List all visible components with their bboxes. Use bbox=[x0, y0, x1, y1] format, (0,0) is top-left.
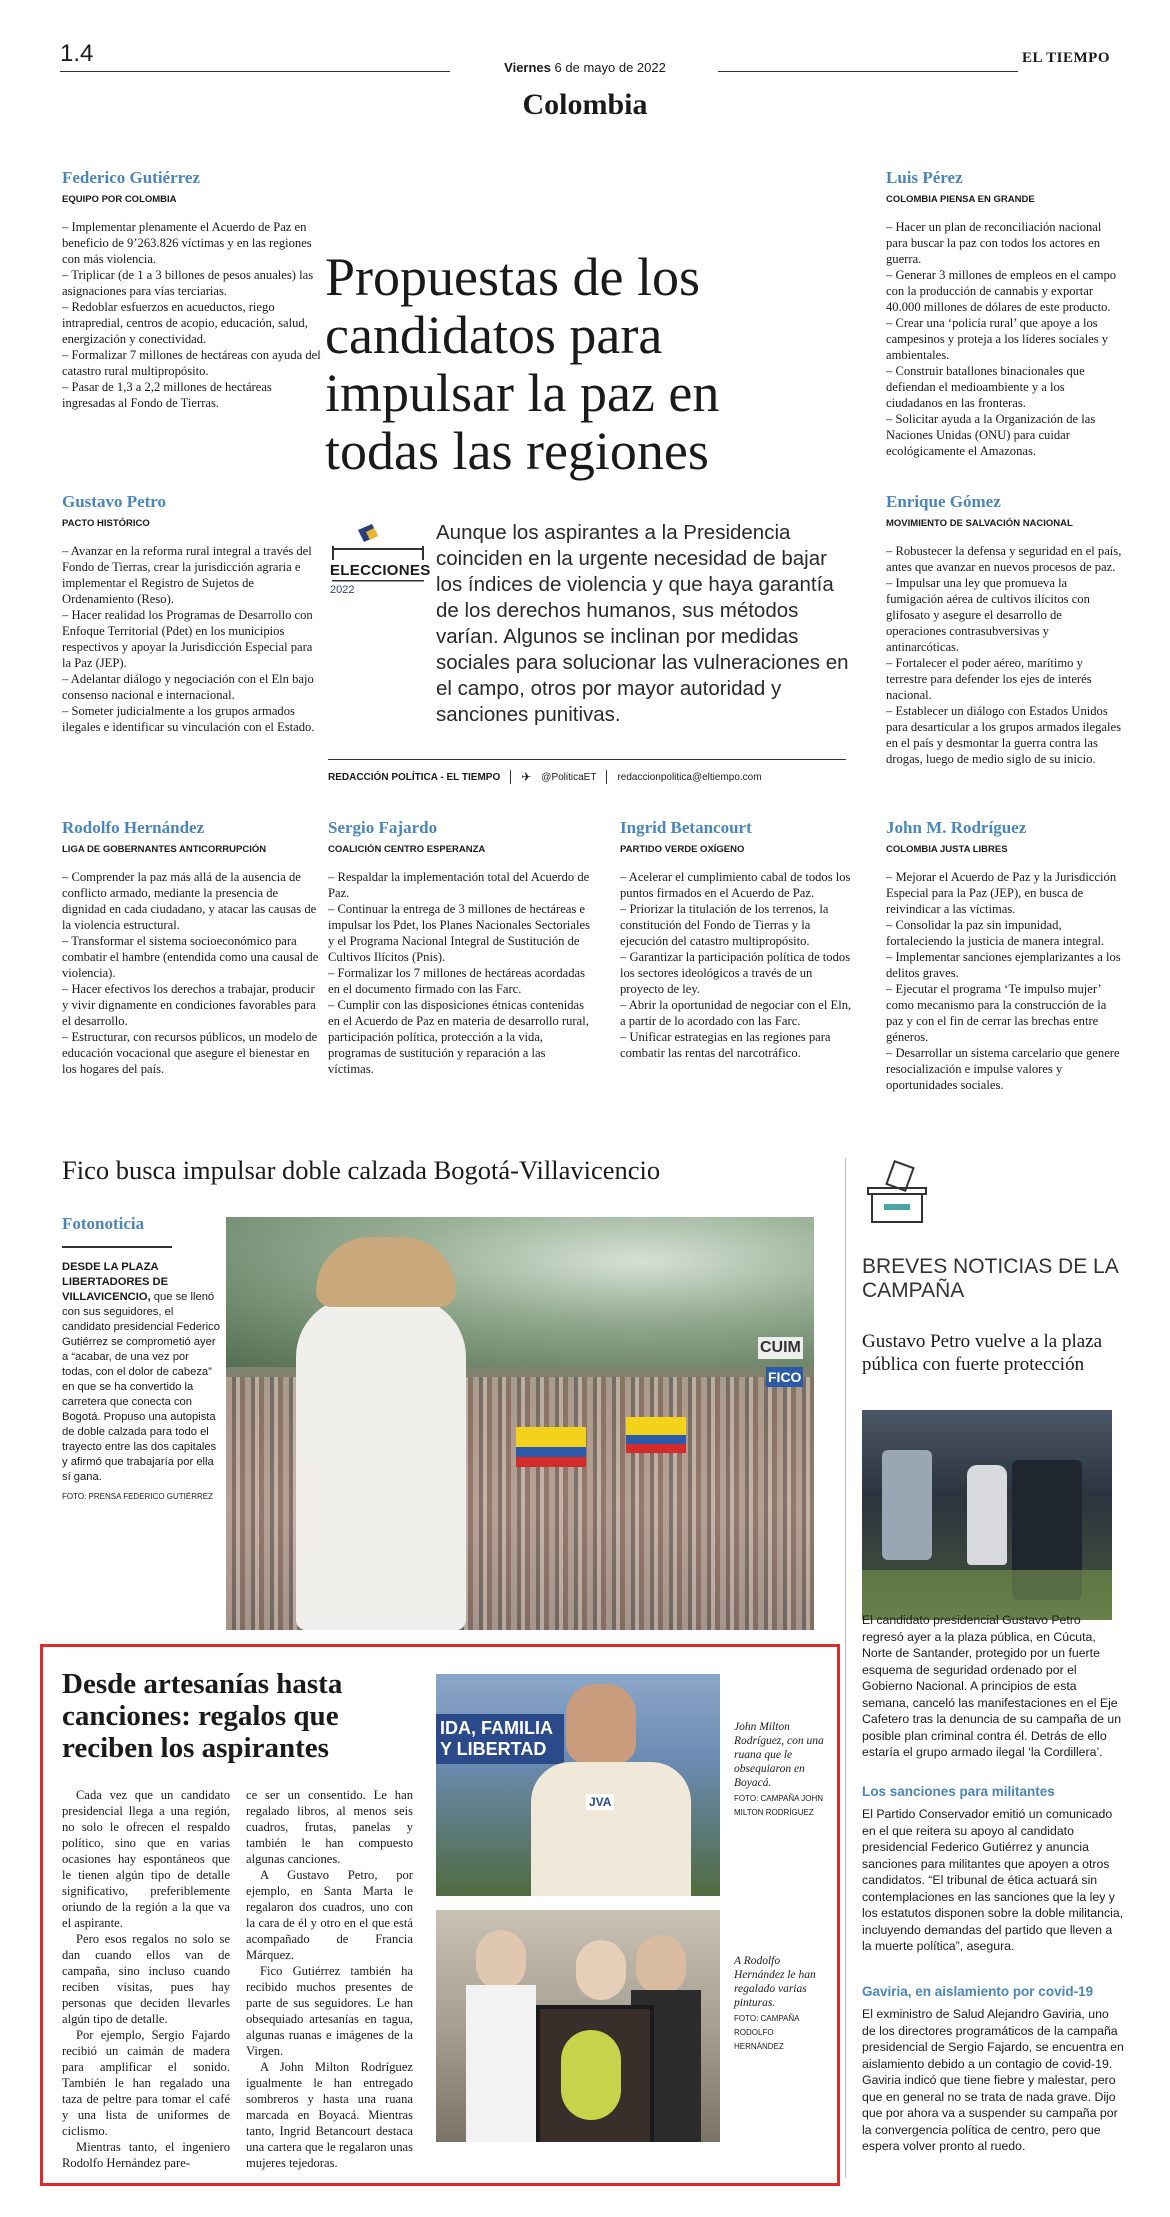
paragraph: Fico Gutiérrez también ha recibido muchos presentes de parte de sus seguidores. Le han obsequiado artesanías en tagua, algunas ruanas e imágenes de la Virgen. bbox=[246, 1964, 413, 2058]
caption-credit: FOTO: CAMPAÑA JOHN MILTON RODRÍGUEZ bbox=[734, 1794, 824, 1817]
header-rule-left bbox=[60, 71, 450, 72]
proposal: – Respaldar la implementación total del Acuerdo de Paz. bbox=[328, 870, 590, 900]
twitter-handle[interactable]: @PoliticaET bbox=[541, 771, 597, 783]
photo-credit: FOTO: PRENSA FEDERICO GUTIÉRREZ bbox=[62, 1492, 213, 1501]
candidate-name: John M. Rodríguez bbox=[886, 818, 1027, 837]
paragraph: A John Milton Rodríguez igualmente le han entregado sombreros y hasta una ruana marcada en Boyacá. Mientras tanto, Ingrid Betancourt destaca una cartera que le regalaron unas mujeres tejedoras. bbox=[246, 2060, 413, 2170]
candidate-proposals bbox=[62, 543, 324, 735]
proposal: – Ejecutar el programa ‘Te impulso mujer’ como mecanismo para la construcción de la paz y con el fin de cerrar las brechas entre géneros. bbox=[886, 982, 1107, 1044]
candidate-proposals bbox=[886, 543, 1122, 767]
ballot-box-icon bbox=[862, 1158, 932, 1228]
publication-date bbox=[450, 60, 720, 75]
proposal: – Implementar sanciones ejemplarizantes a los delitos graves. bbox=[886, 950, 1121, 980]
proposal: – Hacer efectivos los derechos a trabajar, producir y vivir dignamente en condiciones favorables para el desarrollo. bbox=[62, 982, 316, 1028]
paragraph: Mientras tanto, el ingeniero Rodolfo Hernández pare- bbox=[62, 2140, 230, 2170]
caption-credit: FOTO: CAMPAÑA RODOLFO HERNÁNDEZ bbox=[734, 2014, 800, 2051]
proposal: – Garantizar la participación política de todos los sectores ideológicos a través de un proyecto de ley. bbox=[620, 950, 851, 996]
column-divider bbox=[845, 1158, 846, 2178]
candidate-party: COALICIÓN CENTRO ESPERANZA bbox=[328, 844, 486, 855]
candidate-block-gutierrez bbox=[62, 168, 324, 411]
paragraph: Por ejemplo, Sergio Fajardo recibió un caimán de madera para amplificar el sonido. También le han regalado una taza de peltre para tomar el café y una lista de uniformes de ciclismo. bbox=[62, 2028, 230, 2138]
proposal: – Redoblar esfuerzos en acueductos, riego intrapredial, centros de acopio, educación, salud, energización y conectividad. bbox=[62, 300, 308, 346]
regalos-headline: Desde artesanías hasta canciones: regalos que reciben los aspirantes bbox=[62, 1668, 343, 1764]
elections-logo bbox=[328, 522, 431, 602]
candidate-name: Luis Pérez bbox=[886, 168, 963, 187]
proposal: – Comprender la paz más allá de la ausencia de conflicto armado, mediante la presencia de dignidad en cada ciudadano, y atacar las causas de la violencia estructural. bbox=[62, 870, 317, 932]
caption-text: John Milton Rodríguez, con una ruana que le obsequiaron en Boyacá. bbox=[734, 1721, 824, 1789]
byline-separator bbox=[606, 770, 607, 784]
proposal: – Solicitar ayuda a la Organización de las Naciones Unidas (ONU) para cuidar ecológicamente el Amazonas. bbox=[886, 412, 1096, 458]
label-rule bbox=[62, 1246, 172, 1248]
fotonoticia-text bbox=[62, 1260, 222, 1504]
fico-rally-photo bbox=[226, 1217, 814, 1630]
candidate-name: Sergio Fajardo bbox=[328, 818, 438, 837]
proposal: – Robustecer la defensa y seguridad en el país, antes que avanzar en nuevos procesos de paz. bbox=[886, 544, 1122, 574]
breves-title: BREVES NOTICIAS DE LA CAMPAÑA bbox=[862, 1255, 1118, 1302]
gaviria-text: El exministro de Salud Alejandro Gaviria, uno de los directores programáticos de la campaña presidencial de Sergio Fajardo, se encuentra en aislamiento debido a un contagio de covid-19. Gaviria indicó que tiene fiebre y malestar, pero que en general no se trata de nada grave. Dijo que por ahora va a suspender su campaña por la convergencia política de centro, pero que espera volver pronto al ruedo. bbox=[862, 2007, 1124, 2153]
candidate-party: PARTIDO VERDE OXÍGENO bbox=[620, 844, 745, 855]
proposal: – Someter judicialmente a los grupos armados ilegales e identificar su vinculación con el Estado. bbox=[62, 704, 315, 734]
proposal: – Hacer un plan de reconciliación nacional para buscar la paz con todos los actores en guerra. bbox=[886, 220, 1102, 266]
gaviria-heading: Gaviria, en aislamiento por covid-19 bbox=[862, 1984, 1094, 1999]
main-headline: Propuestas de los candidatos para impulsar la paz en todas las regiones bbox=[325, 247, 720, 481]
date-day: Viernes bbox=[504, 60, 551, 75]
byline bbox=[328, 759, 846, 790]
candidate-proposals bbox=[620, 869, 852, 1061]
paragraph: A Gustavo Petro, por ejemplo, en Santa Marta le regalaron dos cuadros, uno con la cara de él y otro en el que está acompañado de Francia Márquez. bbox=[246, 1868, 413, 1962]
caption-text: A Rodolfo Hernández le han regalado varias pinturas. bbox=[734, 1955, 816, 2009]
photo-sign: FICO bbox=[768, 1369, 802, 1385]
regalos-column-1 bbox=[62, 1787, 230, 2171]
candidate-block-gomez bbox=[886, 492, 1122, 767]
proposal: – Priorizar la titulación de los terrenos, la constitución del Fondo de Tierras y la ejecución del catastro multipropósito. bbox=[620, 902, 829, 948]
section-title: Colombia bbox=[522, 88, 648, 121]
logo-year: 2022 bbox=[330, 584, 355, 596]
proposal: – Mejorar el Acuerdo de Paz y la Jurisdicción Especial para la Paz (JEP), en busca de reivindicar a las víctimas. bbox=[886, 870, 1117, 916]
candidate-party: MOVIMIENTO DE SALVACIÓN NACIONAL bbox=[886, 518, 1073, 529]
candidate-party: PACTO HISTÓRICO bbox=[62, 518, 150, 529]
proposal: – Abrir la oportunidad de negociar con el Eln, a partir de lo acordado con las Farc. bbox=[620, 998, 852, 1028]
header-rule-right bbox=[718, 71, 1018, 72]
main-deck: Aunque los aspirantes a la Presidencia coinciden en la urgente necesidad de bajar los índices de violencia y que haya garantía de los derechos humanos, sus métodos varían. Algunos se inclinan por medidas sociales para solucionar las vulneraciones en el campo, otros por mayor autoridad y sanciones punitivas. bbox=[436, 521, 849, 726]
caption-hernandez bbox=[734, 1954, 824, 2054]
candidate-proposals bbox=[62, 869, 324, 1077]
proposal: – Desarrollar un sistema carcelario que genere resocialización e impulse valores y oportunidades sociales. bbox=[886, 1046, 1120, 1092]
proposal: – Transformar el sistema socioeconómico para combatir el hambre (entendida como una causal de violencia). bbox=[62, 934, 319, 980]
candidate-party: LIGA DE GOBERNANTES ANTICORRUPCIÓN bbox=[62, 844, 267, 855]
candidate-block-petro bbox=[62, 492, 324, 735]
regalos-column-2 bbox=[246, 1787, 413, 2171]
candidate-party: EQUIPO POR COLOMBIA bbox=[62, 194, 177, 205]
proposal: – Cumplir con las disposiciones étnicas contenidas en el Acuerdo de Paz en materia de desarrollo rural, participación política, protección a la vida, programas de sustitución y reparación a las víctimas. bbox=[328, 998, 589, 1076]
photo-badge: JVA bbox=[586, 1794, 614, 1810]
candidate-party: COLOMBIA PIENSA EN GRANDE bbox=[886, 194, 1035, 205]
fotonoticia-lead: DESDE LA PLAZA LIBERTADORES DE VILLAVICENCIO, bbox=[62, 1261, 169, 1303]
byline-separator bbox=[510, 770, 511, 784]
proposal: – Adelantar diálogo y negociación con el Eln bajo consenso nacional e internacional. bbox=[62, 672, 314, 702]
candidate-name: Rodolfo Hernández bbox=[62, 818, 205, 837]
proposal: – Unificar estrategias en las regiones para combatir las rentas del narcotráfico. bbox=[620, 1030, 831, 1060]
proposal: – Pasar de 1,3 a 2,2 millones de hectáreas ingresadas al Fondo de Tierras. bbox=[62, 380, 272, 410]
fico-headline: Fico busca impulsar doble calzada Bogotá-Villavicencio bbox=[62, 1155, 661, 1185]
candidate-proposals bbox=[886, 869, 1122, 1093]
proposal: – Implementar plenamente el Acuerdo de Paz en beneficio de 9’263.826 víctimas y en las regiones con más violencia. bbox=[62, 220, 312, 266]
paragraph: Pero esos regalos no solo se dan cuando ellos van de campaña, sino incluso cuando reciben visitas, pues hay personas que deciden llevarles algún tipo de detalle. bbox=[62, 1932, 230, 2026]
proposal: – Continuar la entrega de 3 millones de hectáreas e impulsar los Pdet, los Planes Nacionales Sectoriales y el Programa Nacional Integral de Sustitución de Cultivos Ilícitos (Pnis). bbox=[328, 902, 590, 964]
candidate-name: Federico Gutiérrez bbox=[62, 168, 200, 187]
proposal: – Triplicar (de 1 a 3 billones de pesos anuales) las asignaciones para vías terciarias. bbox=[62, 268, 314, 298]
proposal: – Construir batallones binacionales que defiendan el medioambiente y a los ciudadanos en las fronteras. bbox=[886, 364, 1085, 410]
date-rest: 6 de mayo de 2022 bbox=[554, 60, 666, 75]
candidate-name: Enrique Gómez bbox=[886, 492, 1001, 511]
paragraph: Cada vez que un candidato presidencial llega a una región, no solo le ofrecen el respaldo político, sino que en varias ocasiones hay espontáneos que le tienen algún tipo de detalle significativo, preferiblemente oriundo de la región a la que va el aspirante. bbox=[62, 1788, 230, 1930]
newspaper-name: EL TIEMPO bbox=[1022, 50, 1110, 66]
proposal: – Fortalecer el poder aéreo, marítimo y terrestre para defender los ejes de interés nacional. bbox=[886, 656, 1092, 702]
candidate-party: COLOMBIA JUSTA LIBRES bbox=[886, 844, 1008, 855]
candidate-block-betancourt bbox=[620, 818, 852, 1061]
fotonoticia-label: Fotonoticia bbox=[62, 1214, 145, 1233]
candidate-block-perez bbox=[886, 168, 1122, 459]
paragraph: ce ser un consentido. Le han regalado libros, al menos seis cuadros, frutas, panelas y también le han compuesto algunas canciones. bbox=[246, 1788, 413, 1866]
proposal: – Acelerar el cumplimiento cabal de todos los puntos firmados en el Acuerdo de Paz. bbox=[620, 870, 851, 900]
candidate-proposals bbox=[62, 219, 324, 411]
photo-banner: IDA, FAMILIA Y LIBERTAD bbox=[436, 1714, 564, 1764]
page-number: 1.4 bbox=[60, 40, 94, 67]
proposal: – Estructurar, con recursos públicos, un modelo de educación vocacional que asegure el bienestar en los hogares del país. bbox=[62, 1030, 318, 1076]
proposal: – Crear una ‘policía rural’ que apoye a los campesinos y proteja a los líderes sociales y ambientales. bbox=[886, 316, 1109, 362]
fotonoticia-body: que se llenó con sus seguidores, el candidato presidencial Federico Gutiérrez se comprometió ayer a “acabar, de una vez por todas, con el dolor de cabeza” en que se ha convertido la carretera que conecta con Bogotá. Propuso una autopista de doble calzada para todo el trayecto entre las dos capitales y afirmó que trabajaría por ella sí gana. bbox=[62, 1291, 220, 1483]
byline-author: REDACCIÓN POLÍTICA - EL TIEMPO bbox=[328, 771, 501, 783]
candidate-name: Gustavo Petro bbox=[62, 492, 167, 511]
proposal: – Generar 3 millones de empleos en el campo con la producción de cannabis y exportar 40.000 millones de dólares de este producto. bbox=[886, 268, 1117, 314]
proposal: – Avanzar en la reforma rural integral a través del Fondo de Tierras, crear la jurisdicción agraria e implementar el Registro de Sujetos de Ordenamiento (Reso). bbox=[62, 544, 312, 606]
caption-rodriguez bbox=[734, 1720, 824, 1820]
candidate-block-fajardo bbox=[328, 818, 590, 1077]
candidate-proposals bbox=[328, 869, 590, 1077]
petro-text: El candidato presidencial Gustavo Petro regresó ayer a la plaza pública, en Cúcuta, Norte de Santander, protegido por un fuerte esquema de seguridad ordenado por el Gobierno Nacional. A principios de esta semana, canceló las manifestaciones en el Eje Cafetero tras la denuncia de su campaña de un posible plan criminal contra él. Detrás de ello estaría el grupo armado ilegal ‘la Cordillera’. bbox=[862, 1613, 1122, 1759]
candidate-proposals bbox=[886, 219, 1122, 459]
proposal: – Establecer un diálogo con Estados Unidos para desarticular a los grupos armados ilegales en el país y desmontar la guerra contra las drogas, luego de medio siglo de su inicio. bbox=[886, 704, 1121, 766]
email-link[interactable]: redaccionpolitica@eltiempo.com bbox=[617, 771, 762, 783]
candidate-block-hernandez bbox=[62, 818, 324, 1077]
proposal: – Formalizar 7 millones de hectáreas con ayuda del catastro rural multipropósito. bbox=[62, 348, 321, 378]
sanciones-text: El Partido Conservador emitió un comunicado en el que reitera su apoyo al candidato presidencial Federico Gutiérrez y anuncia sanciones para militantes que apoyen a otros candidatos. “El tribunal de ética actuará sin contemplaciones en las sanciones que la ley y los estatutos disponen sobre la doble militancia, incluyendo demandas del partido que lleven a la muerte política”, asegura. bbox=[862, 1807, 1124, 1953]
candidate-name: Ingrid Betancourt bbox=[620, 818, 752, 837]
twitter-icon: ✈ bbox=[521, 770, 532, 784]
petro-photo bbox=[862, 1410, 1112, 1620]
rodriguez-photo bbox=[436, 1674, 720, 1896]
petro-headline: Gustavo Petro vuelve a la plaza pública con fuerte protección bbox=[862, 1331, 1103, 1375]
proposal: – Formalizar los 7 millones de hectáreas acordadas en el documento firmado con las Farc. bbox=[328, 966, 586, 996]
candidate-block-rodriguez bbox=[886, 818, 1122, 1093]
proposal: – Hacer realidad los Programas de Desarrollo con Enfoque Territorial (Pdet) en los municipios respectivos y apoyar la Jurisdicción Especial para la Paz (JEP). bbox=[62, 608, 313, 670]
sanciones-heading: Los sanciones para militantes bbox=[862, 1784, 1055, 1799]
hernandez-photo bbox=[436, 1910, 720, 2142]
proposal: – Impulsar una ley que promueva la fumigación aérea de cultivos ilícitos con glifosato y asegure el desarrollo de operaciones contrasubversivas y antinarcóticas. bbox=[886, 576, 1090, 654]
proposal: – Consolidar la paz sin impunidad, fortaleciendo la justicia de manera integral. bbox=[886, 918, 1105, 948]
logo-text: ELECCIONES bbox=[330, 562, 431, 579]
photo-sign: CUIM bbox=[758, 1337, 803, 1359]
